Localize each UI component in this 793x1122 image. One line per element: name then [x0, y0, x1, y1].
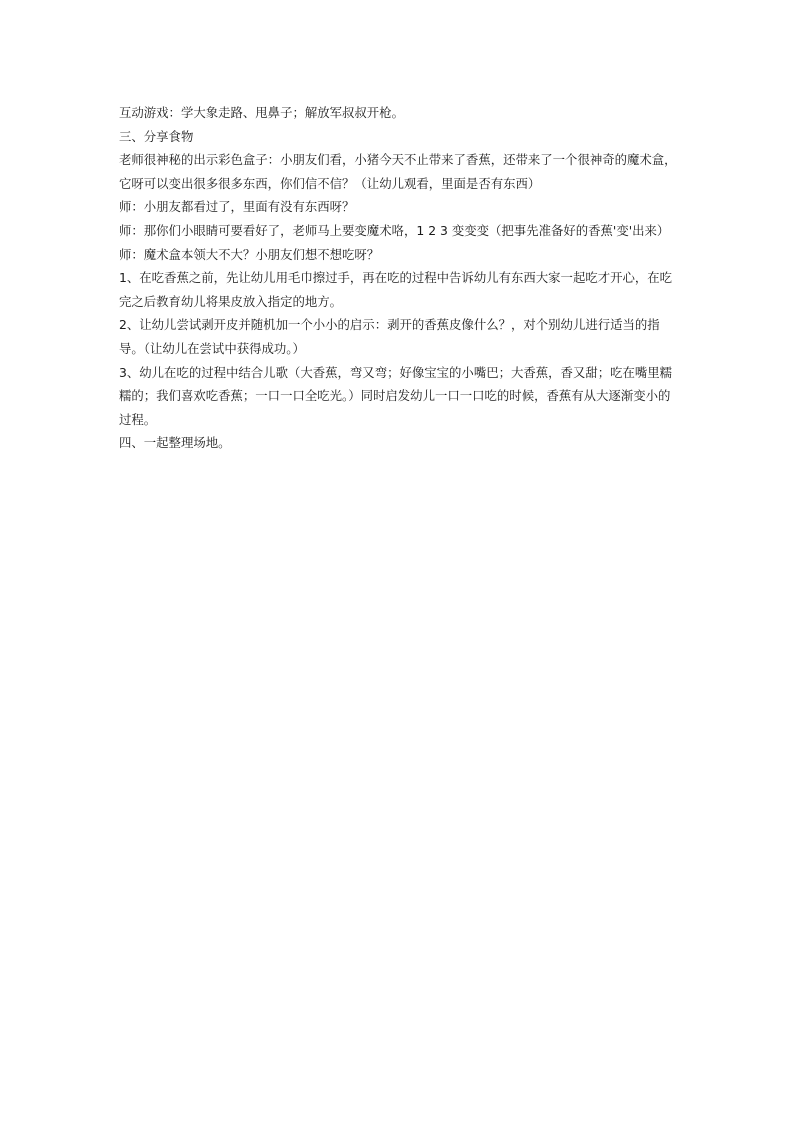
paragraph-teacher-question-1: 师：小朋友都看过了，里面有没有东西呀？ — [119, 199, 355, 215]
paragraph-magic-box-intro: 老师很神秘的出示彩色盒子：小朋友们看，小猪今天不止带来了香蕉，还带来了一个很神奇的魔术盒，它呀可以变出很多很多东西，你们信不信？（让幼儿观看，里面是否有东西） — [119, 152, 677, 191]
paragraph-teacher-question-2: 师：魔术盒本领大不大？小朋友们想不想吃呀？ — [119, 246, 380, 262]
paragraph-interactive-game: 互动游戏：学大象走路、甩鼻子；解放军叔叔开枪。 — [119, 105, 404, 120]
paragraph-step-2: 2、让幼儿尝试剥开皮并随机加一个小小的启示：剥开的香蕉皮像什么？，对个别幼儿进行适当的指导。（让幼儿在尝试中获得成功。） — [119, 317, 660, 356]
section-heading-clean-up: 四、一起整理场地。 — [119, 435, 231, 451]
document-body — [119, 101, 679, 455]
paragraph-step-1: 1、在吃香蕉之前，先让幼儿用毛巾擦过手，再在吃的过程中告诉幼儿有东西大家一起吃才开心，在吃完之后教育幼儿将果皮放入指定的地方。 — [119, 270, 673, 309]
paragraph-teacher-magic: 师：那你们小眼睛可要看好了，老师马上要变魔术咯，1 2 3 变变变（把事先准备好的香蕉'变'出来） — [119, 222, 670, 238]
paragraph-step-3: 3、幼儿在吃的过程中结合儿歌（大香蕉，弯又弯；好像宝宝的小嘴巴；大香蕉，香又甜；吃在嘴里糯糯的；我们喜欢吃香蕉；一口一口全吃光。）同时启发幼儿一口一口吃的时候，香蕉有从大逐渐变小的过程。 — [119, 364, 673, 427]
section-heading-share-food: 三、分享食物 — [119, 128, 194, 144]
